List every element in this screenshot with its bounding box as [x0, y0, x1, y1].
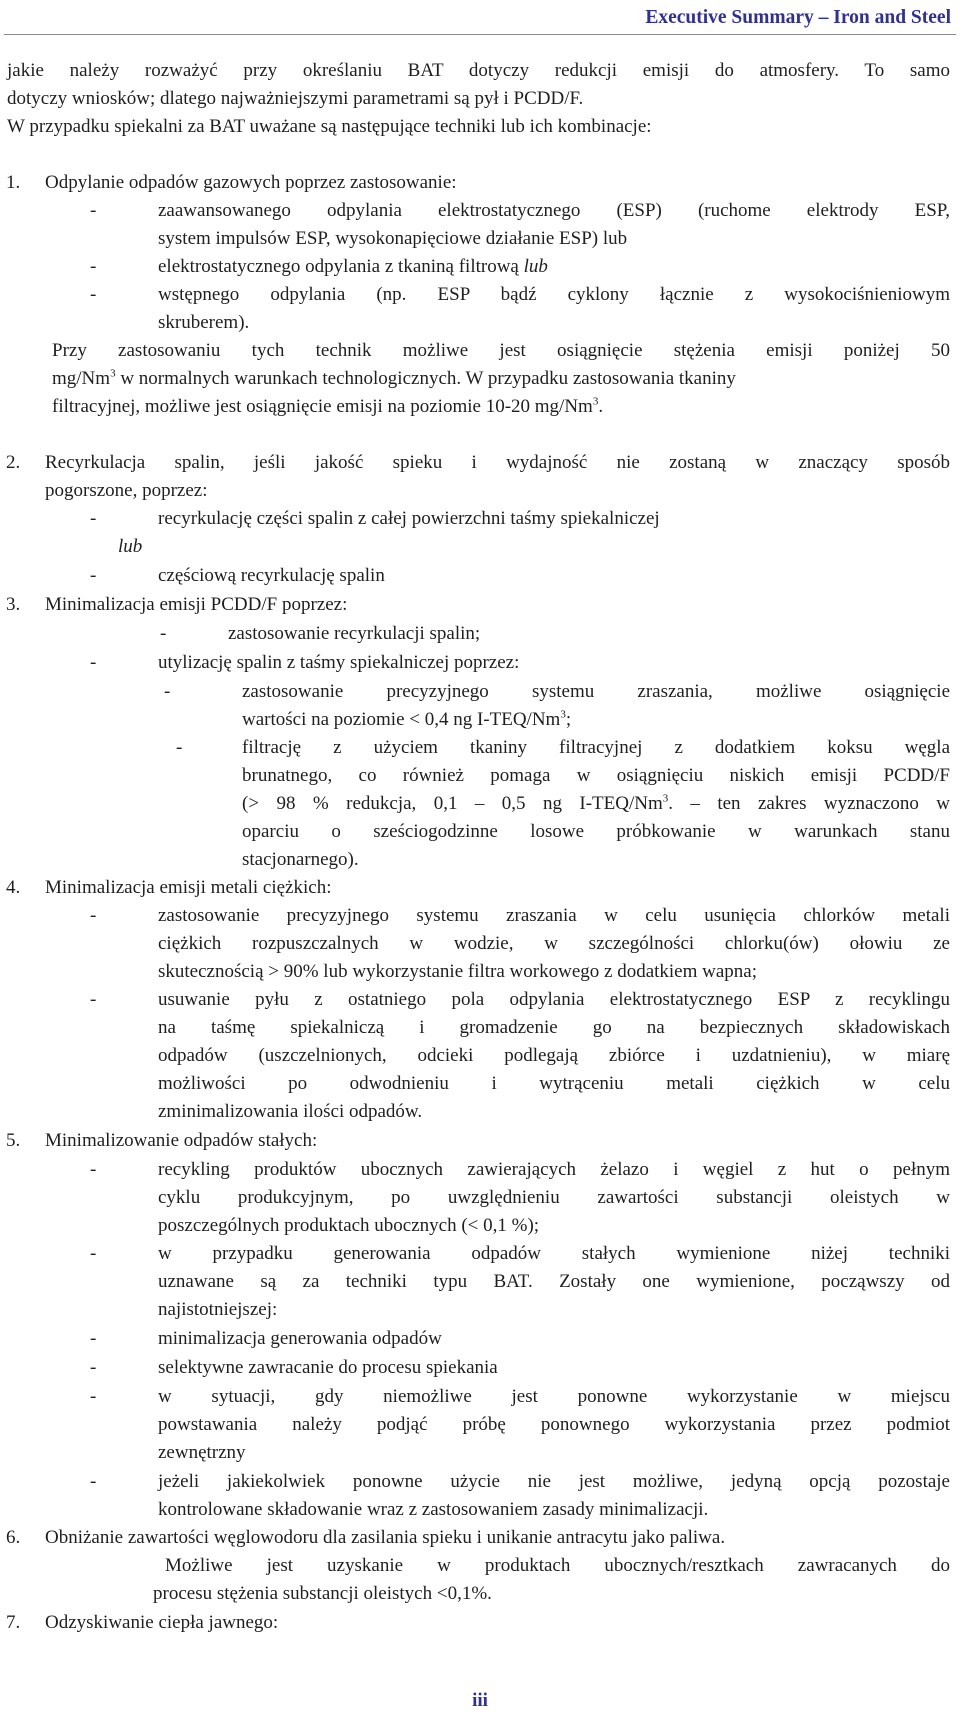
item-number: 1. — [6, 172, 21, 193]
paragraph-line: procesu stężenia substancji oleistych <0,1%. — [153, 1583, 492, 1604]
sub-bullet-text: zastosowanie precyzyjnego systemu zraszania, możliwe osiągnięcie — [242, 681, 950, 702]
item-title: Odzyskiwanie ciepła jawnego: — [45, 1612, 279, 1633]
paragraph-line: filtracyjnej, możliwe jest osiągnięcie emisji na poziomie 10-20 mg/Nm$^3$. — [52, 395, 604, 417]
item-title: Recyrkulacja spalin, jeśli jakość spieku i wydajność nie zostaną w znaczący sposób — [45, 452, 950, 473]
dash-bullet: - — [90, 652, 97, 673]
paragraph-line: Możliwe jest uzyskanie w produktach ubocznych/resztkach zawracanych do — [165, 1555, 950, 1576]
header-divider — [4, 34, 956, 35]
dash-bullet: - — [164, 681, 171, 702]
bullet-text: skutecznością > 90% lub wykorzystanie filtra workowego z dodatkiem wapna; — [158, 961, 758, 982]
bullet-text: system impulsów ESP, wysokonapięciowe działanie ESP) lub — [158, 228, 628, 249]
paragraph-line: Przy zastosowaniu tych technik możliwe jest osiągnięcie stężenia emisji poniżej 50 — [52, 340, 950, 361]
bullet-text: zastosowanie precyzyjnego systemu zraszania w celu usunięcia chlorków metali — [158, 905, 950, 926]
bullet-text: częściową recyrkulację spalin — [158, 565, 385, 586]
dash-bullet: - — [90, 284, 97, 305]
or-text: lub — [118, 536, 143, 557]
sub-bullet-text: brunatnego, co również pomaga w osiągnięciu niskich emisji PCDD/F — [242, 765, 950, 786]
dash-bullet: - — [160, 623, 167, 644]
item-title: Odpylanie odpadów gazowych poprzez zastosowanie: — [45, 172, 457, 193]
bullet-text: jeżeli jakiekolwiek ponowne użycie nie jest możliwe, jedyną opcją pozostaje — [158, 1471, 950, 1492]
page-header: Executive Summary – Iron and Steel — [645, 7, 951, 28]
dash-bullet: - — [90, 1471, 97, 1492]
dash-bullet: - — [90, 256, 97, 277]
bullet-text: skruberem). — [158, 312, 250, 333]
paragraph-line: mg/Nm$^3$ w normalnych warunkach technologicznych. W przypadku zastosowania tkaniny — [52, 367, 736, 389]
sub-bullet-text: (> 98 % redukcja, 0,1 – 0,5 ng I-TEQ/Nm$^3$. – ten zakres wyznaczono w — [242, 792, 950, 814]
dash-bullet: - — [90, 508, 97, 529]
item-number: 2. — [6, 452, 21, 473]
item-number: 4. — [6, 877, 21, 898]
dash-bullet: - — [90, 200, 97, 221]
sub-bullet-text: filtrację z użyciem tkaniny filtracyjnej z dodatkiem koksu węgla — [242, 737, 950, 758]
bullet-text: kontrolowane składowanie wraz z zastosowaniem zasady minimalizacji. — [158, 1499, 709, 1520]
bullet-text: cyklu produkcyjnym, po uwzględnieniu zawartości substancji oleistych w — [158, 1187, 950, 1208]
item-number: 6. — [6, 1527, 21, 1548]
sub-bullet-text: wartości na poziomie < 0,4 ng I-TEQ/Nm$^3$; — [242, 708, 572, 730]
bullet-text: zewnętrzny — [158, 1442, 246, 1463]
item-number: 7. — [6, 1612, 21, 1633]
bullet-text: recyrkulację części spalin z całej powierzchni taśmy spiekalniczej — [158, 508, 660, 529]
bullet-text: elektrostatycznego odpylania z tkaniną filtrową lub — [158, 256, 548, 277]
bullet-text: selektywne zawracanie do procesu spiekania — [158, 1357, 498, 1378]
sub-bullet-text: stacjonarnego). — [242, 849, 359, 870]
item-title: Minimalizowanie odpadów stałych: — [45, 1130, 318, 1151]
bullet-text: zaawansowanego odpylania elektrostatycznego (ESP) (ruchome elektrody ESP, — [158, 200, 950, 221]
bullet-text: na taśmę spiekalniczą i gromadzenie go na bezpiecznych składowiskach — [158, 1017, 950, 1038]
intro-line: jakie należy rozważyć przy określaniu BAT dotyczy redukcji emisji do atmosfery. To samo — [7, 60, 950, 81]
dash-bullet: - — [90, 1243, 97, 1264]
dash-bullet: - — [176, 737, 183, 758]
bullet-text: zastosowanie recyrkulacji spalin; — [228, 623, 481, 644]
bullet-text: uznawane są za techniki typu BAT. Zostały one wymienione, począwszy od — [158, 1271, 950, 1292]
intro-line: dotyczy wniosków; dlatego najważniejszymi parametrami są pył i PCDD/F. — [7, 88, 584, 109]
dash-bullet: - — [90, 905, 97, 926]
dash-bullet: - — [90, 565, 97, 586]
item-number: 5. — [6, 1130, 21, 1151]
bullet-text: najistotniejszej: — [158, 1299, 278, 1320]
bullet-text: ciężkich rozpuszczalnych w wodzie, w szczególności chlorku(ów) ołowiu ze — [158, 933, 950, 954]
bullet-text: utylizację spalin z taśmy spiekalniczej poprzez: — [158, 652, 520, 673]
bullet-text: minimalizacja generowania odpadów — [158, 1328, 442, 1349]
dash-bullet: - — [90, 989, 97, 1010]
page-number: iii — [472, 1690, 488, 1711]
item-title: Minimalizacja emisji metali ciężkich: — [45, 877, 332, 898]
dash-bullet: - — [90, 1159, 97, 1180]
bullet-text: usuwanie pyłu z ostatniego pola odpylania elektrostatycznego ESP z recyklingu — [158, 989, 950, 1010]
bullet-text: recykling produktów ubocznych zawierających żelazo i węgiel z hut o pełnym — [158, 1159, 950, 1180]
dash-bullet: - — [90, 1386, 97, 1407]
bullet-text: możliwości po odwodnieniu i wytrąceniu metali ciężkich w celu — [158, 1073, 950, 1094]
bullet-text: poszczególnych produktach ubocznych (< 0,1 %); — [158, 1215, 540, 1236]
item-title: pogorszone, poprzez: — [45, 480, 208, 501]
bullet-text: w sytuacji, gdy niemożliwe jest ponowne wykorzystanie w miejscu — [158, 1386, 950, 1407]
sub-bullet-text: oparciu o sześciogodzinne losowe próbkowanie w warunkach stanu — [242, 821, 950, 842]
bullet-text: w przypadku generowania odpadów stałych wymienione niżej techniki — [158, 1243, 950, 1264]
item-title: Obniżanie zawartości węglowodoru dla zasilania spieku i unikanie antracytu jako paliwa. — [45, 1527, 726, 1548]
dash-bullet: - — [90, 1357, 97, 1378]
bullet-text: odpadów (uszczelnionych, odcieki podlegają zbiórce i uzdatnieniu), w miarę — [158, 1045, 950, 1066]
item-title: Minimalizacja emisji PCDD/F poprzez: — [45, 594, 348, 615]
bullet-text: zminimalizowania ilości odpadów. — [158, 1101, 423, 1122]
item-number: 3. — [6, 594, 21, 615]
intro-line: W przypadku spiekalni za BAT uważane są następujące techniki lub ich kombinacje: — [7, 116, 652, 137]
bullet-text: powstawania należy podjąć próbę ponownego wykorzystania przez podmiot — [158, 1414, 950, 1435]
dash-bullet: - — [90, 1328, 97, 1349]
bullet-text: wstępnego odpylania (np. ESP bądź cyklony łącznie z wysokociśnieniowym — [158, 284, 950, 305]
